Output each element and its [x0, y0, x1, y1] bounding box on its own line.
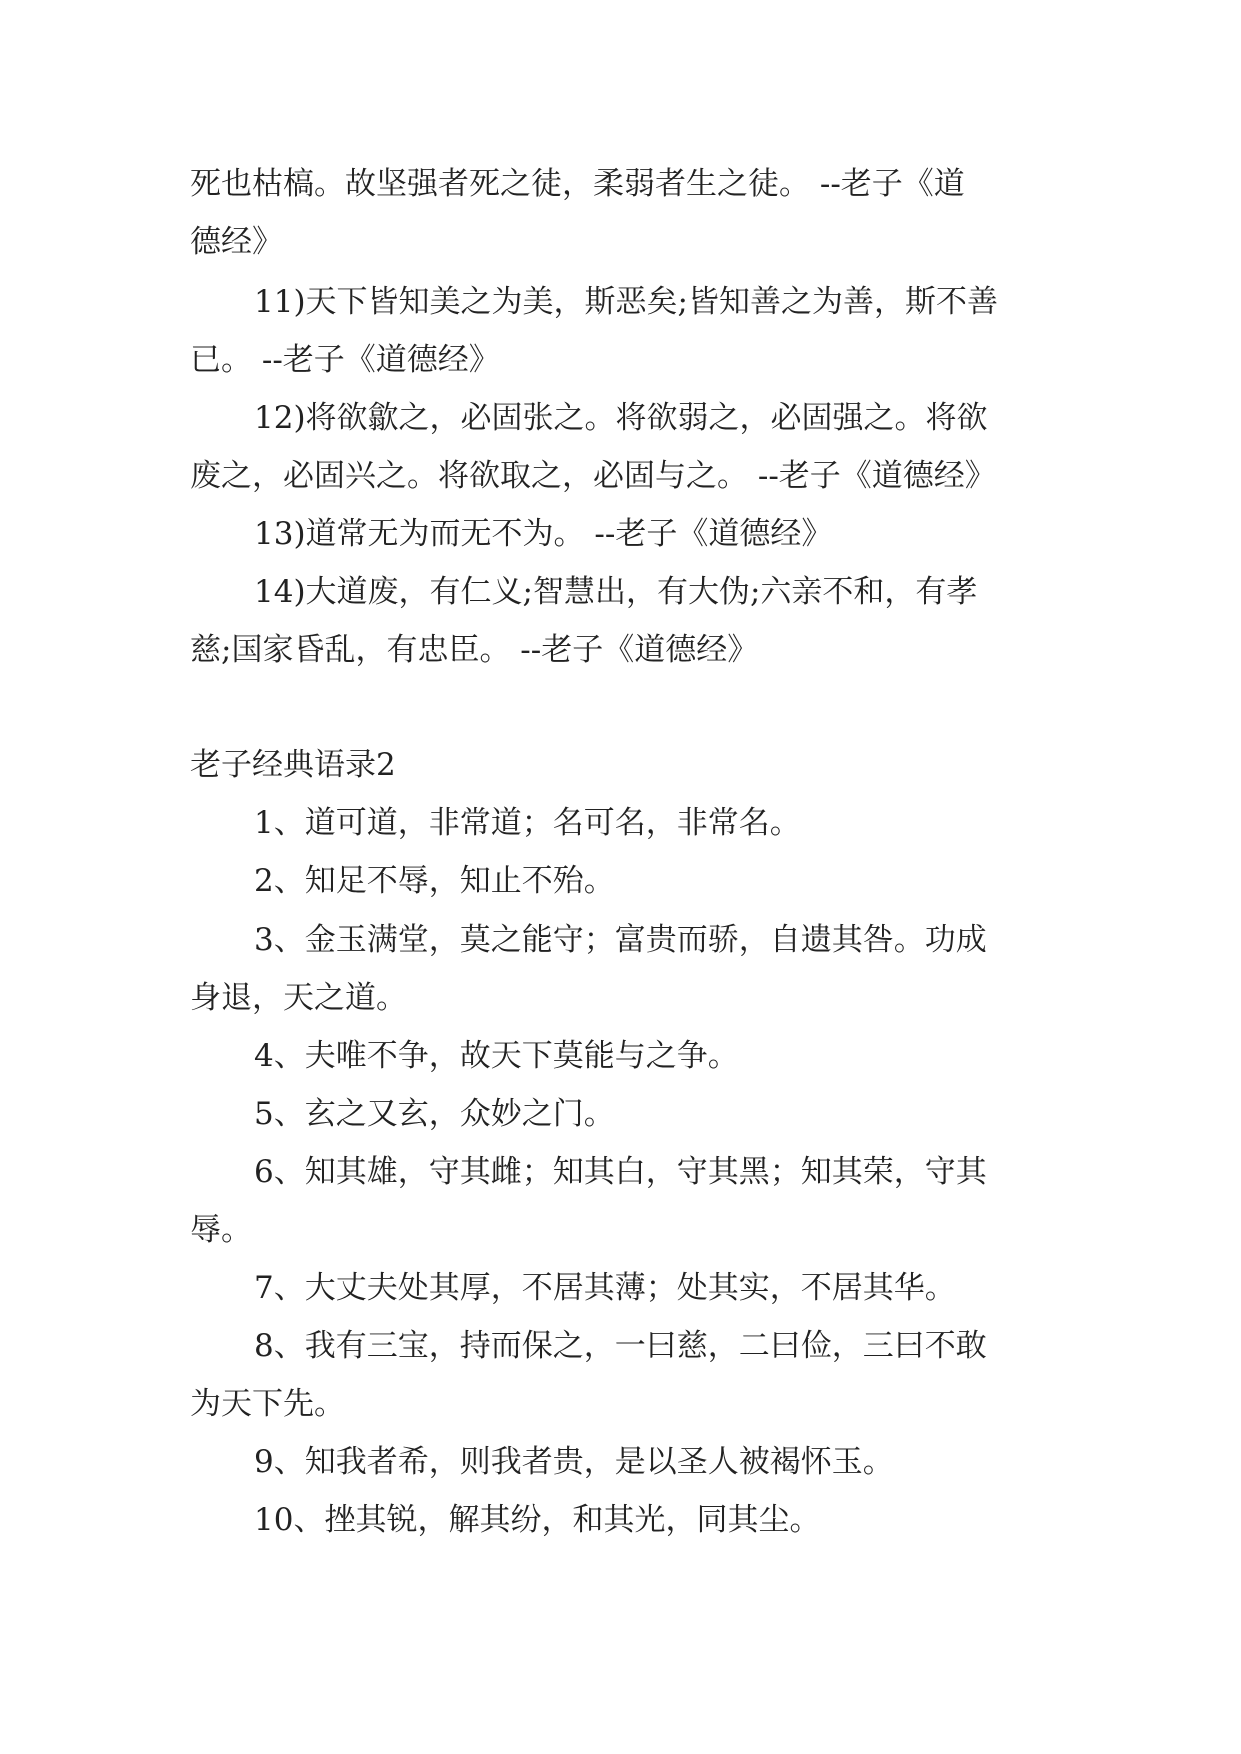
saying-6: 6、知其雄，守其雌；知其白，守其黑；知其荣，守其	[254, 1154, 987, 1190]
saying-10: 10、挫其锐，解其纷，和其光，同其尘。	[254, 1502, 821, 1538]
saying-5: 5、玄之又玄，众妙之门。	[254, 1096, 615, 1132]
saying-8: 8、我有三宝，持而保之，一曰慈，二曰俭，三曰不敢	[254, 1328, 987, 1364]
quote-11: 11)天下皆知美之为美，斯恶矣;皆知善之为善，斯不善	[254, 284, 998, 320]
saying-4: 4、夫唯不争，故天下莫能与之争。	[254, 1038, 739, 1074]
section-title: 老子经典语录2	[190, 747, 396, 783]
text-line: 已。 --老子《道德经》	[190, 342, 500, 378]
saying-7: 7、大丈夫处其厚，不居其薄；处其实，不居其华。	[254, 1270, 956, 1306]
text-line: 德经》	[190, 224, 283, 260]
text-line: 死也枯槁。故坚强者死之徒，柔弱者生之徒。 --老子《道	[190, 166, 965, 202]
quote-14: 14)大道废，有仁义;智慧出，有大伪;六亲不和，有孝	[254, 574, 978, 610]
quote-12: 12)将欲歙之，必固张之。将欲弱之，必固强之。将欲	[254, 400, 988, 436]
saying-9: 9、知我者希，则我者贵，是以圣人被褐怀玉。	[254, 1444, 894, 1480]
saying-1: 1、道可道，非常道；名可名，非常名。	[254, 805, 801, 841]
text-line: 废之，必固兴之。将欲取之，必固与之。 --老子《道德经》	[190, 458, 996, 494]
text-line: 辱。	[190, 1212, 252, 1248]
text-line: 身退，天之道。	[190, 980, 407, 1016]
text-line: 为天下先。	[190, 1386, 345, 1422]
text-line: 慈;国家昏乱，有忠臣。 --老子《道德经》	[190, 632, 759, 668]
quote-13: 13)道常无为而无不为。 --老子《道德经》	[254, 516, 833, 552]
saying-3: 3、金玉满堂，莫之能守；富贵而骄，自遗其咎。功成	[254, 922, 987, 958]
saying-2: 2、知足不辱，知止不殆。	[254, 863, 615, 899]
document-body	[190, 0, 1062, 1754]
